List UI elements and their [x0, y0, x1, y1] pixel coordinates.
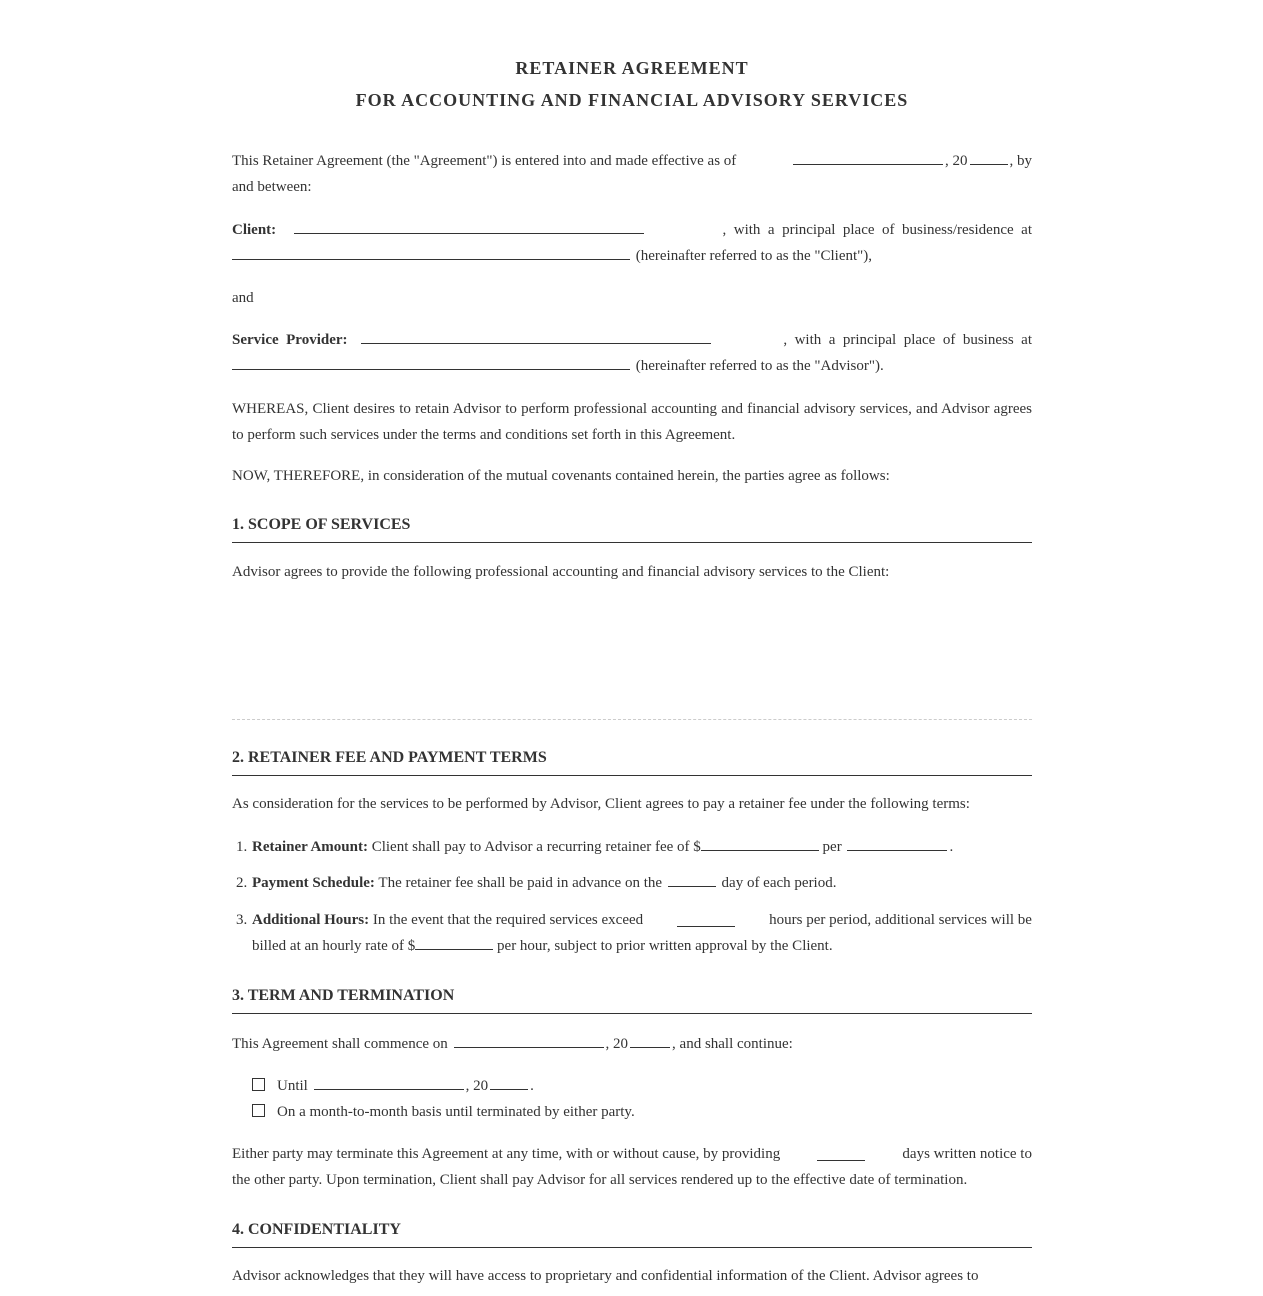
effective-date-field[interactable]	[793, 163, 943, 165]
termination-paragraph: Either party may terminate this Agreement at any time, with or without cause, by providing days written notice to the other party. Upon termination, Client shall pay Advisor for all services rendered up to the effective date of termination.	[232, 1146, 1032, 1188]
section-4-text: Advisor acknowledges that they will have access to proprietary and confidential information of the Client. Advisor agrees to	[232, 1268, 979, 1284]
section-4-heading: 4. CONFIDENTIALITY	[232, 1221, 1032, 1248]
list-item-payment-schedule: 2. Payment Schedule: The retainer fee shall be paid in advance on the day of each period.	[236, 875, 837, 891]
section-3-text: This Agreement shall commence on , 20 , and shall continue:	[232, 1036, 793, 1052]
payment-day-field[interactable]	[668, 885, 716, 887]
intro-text-2: and between:	[232, 179, 312, 195]
intro-paragraph: This Retainer Agreement (the "Agreement") is entered into and made effective as of , 20 , by and between:	[232, 148, 1032, 200]
section-2-text: As consideration for the services to be performed by Advisor, Client agrees to pay a retainer fee under the following terms:	[232, 796, 970, 812]
provider-label: Service Provider:	[232, 332, 348, 348]
section-1-heading: 1. SCOPE OF SERVICES	[232, 516, 1032, 543]
effective-year-field[interactable]	[970, 163, 1008, 165]
commence-date-field[interactable]	[454, 1046, 604, 1048]
section-2-heading: 2. RETAINER FEE AND PAYMENT TERMS	[232, 749, 1032, 776]
list-item-retainer-amount: 1. Retainer Amount: Client shall pay to Advisor a recurring retainer fee of $ per .	[236, 839, 954, 855]
retainer-period-field[interactable]	[847, 849, 947, 851]
section-3-heading: 3. TERM AND TERMINATION	[232, 987, 1032, 1014]
document-title: RETAINER AGREEMENT	[515, 58, 749, 78]
client-paragraph: Client: , with a principal place of business/residence at (hereinafter referred to as the "Client"),	[232, 222, 1032, 264]
provider-paragraph: Service Provider: , with a principal place of business at (hereinafter referred to as the "Advisor").	[232, 332, 1032, 374]
commence-year-field[interactable]	[630, 1046, 670, 1048]
provider-address-field[interactable]	[232, 368, 630, 370]
option-until[interactable]: Until , 20 .	[252, 1073, 1032, 1099]
option-month-to-month[interactable]: On a month-to-month basis until terminated by either party.	[252, 1099, 1032, 1125]
section-1-text: Advisor agrees to provide the following professional accounting and financial advisory services to the Client:	[232, 564, 890, 580]
client-name-field[interactable]	[294, 232, 644, 234]
client-address-field[interactable]	[232, 258, 630, 260]
hours-limit-field[interactable]	[677, 925, 735, 927]
document-subtitle: FOR ACCOUNTING AND FINANCIAL ADVISORY SERVICES	[355, 90, 909, 110]
until-date-field[interactable]	[314, 1088, 464, 1090]
until-year-field[interactable]	[490, 1088, 528, 1090]
now-therefore-paragraph: NOW, THEREFORE, in consideration of the mutual covenants contained herein, the parties agree as follows:	[232, 468, 890, 484]
month-to-month-checkbox[interactable]	[252, 1104, 265, 1117]
client-label: Client:	[232, 222, 277, 238]
services-divider	[232, 719, 1032, 720]
intro-text: This Retainer Agreement (the "Agreement") is entered into and made effective as of	[232, 153, 737, 169]
whereas-paragraph: WHEREAS, Client desires to retain Advisor to perform professional accounting and financial advisory services, and Advisor agrees to perform such services under the terms and conditions set forth in this Agreement.	[232, 401, 1032, 443]
notice-days-field[interactable]	[817, 1159, 865, 1161]
and-text: and	[232, 290, 254, 306]
retainer-amount-field[interactable]	[701, 849, 819, 851]
until-checkbox[interactable]	[252, 1078, 265, 1091]
provider-name-field[interactable]	[361, 342, 711, 344]
hourly-rate-field[interactable]	[415, 948, 493, 950]
list-item-additional-hours: 3. Additional Hours: In the event that the required services exceed hours per period, additional services will be billed at an hourly rate of $ per hour, subject to prior written approval by the Client.	[236, 912, 1032, 954]
